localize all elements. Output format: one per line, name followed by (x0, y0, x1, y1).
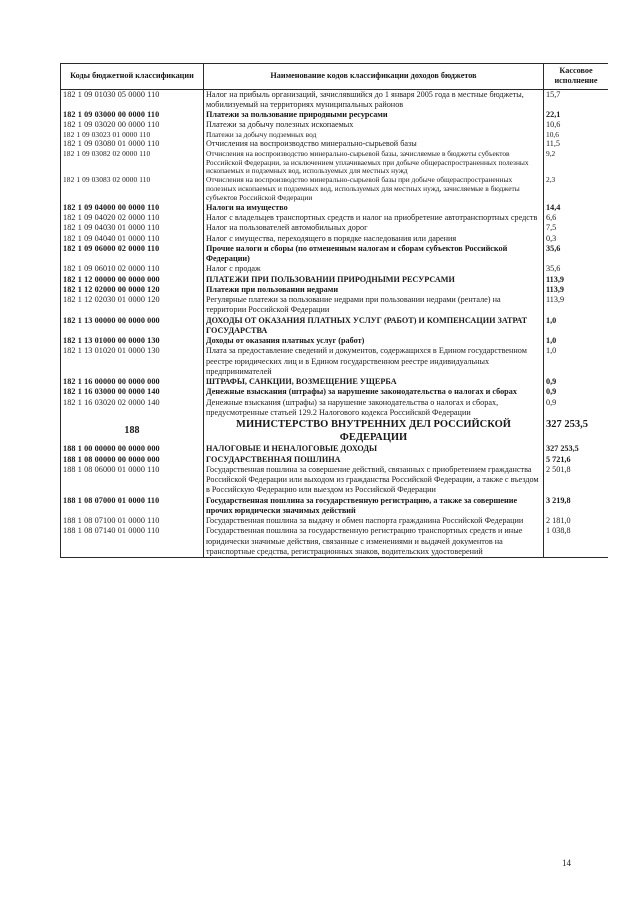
row-code: 188 1 00 00000 00 0000 000 (61, 444, 204, 454)
row-amount: 0,9 (544, 387, 609, 397)
row-code: 182 1 09 04020 02 0000 110 (61, 213, 204, 223)
row-code: 188 1 08 06000 01 0000 110 (61, 465, 204, 496)
row-name: Налог на пользователей автомобильных дорог (204, 223, 544, 233)
row-amount: 2 501,8 (544, 465, 609, 496)
row-code: 182 1 09 04030 01 0000 110 (61, 223, 204, 233)
row-amount: 10,6 (544, 120, 609, 130)
row-name: Регулярные платежи за пользование недрами при пользовании недрами (рентале) на территории Российской Федерации (204, 295, 544, 316)
row-code: 188 1 08 07000 01 0000 110 (61, 496, 204, 517)
row-code: 182 1 09 04000 00 0000 110 (61, 203, 204, 213)
table-row (61, 89, 609, 110)
header-code: Коды бюджетной классификации (61, 64, 204, 90)
row-amount: 113,9 (544, 275, 609, 285)
row-amount: 113,9 (544, 285, 609, 295)
table-row (61, 176, 609, 203)
row-name: Платежи за добычу полезных ископаемых (204, 120, 544, 130)
row-amount: 14,4 (544, 203, 609, 213)
row-name: Денежные взыскания (штрафы) за нарушение законодательства о налогах и сборах (204, 387, 544, 397)
row-code: 182 1 13 01000 00 0000 130 (61, 336, 204, 346)
row-amount: 3 219,8 (544, 496, 609, 517)
row-amount: 327 253,5 (544, 444, 609, 454)
table-row (61, 223, 609, 233)
row-code: 188 1 08 07100 01 0000 110 (61, 516, 204, 526)
row-code: 188 1 08 00000 00 0000 000 (61, 455, 204, 465)
table-row (61, 110, 609, 120)
row-amount: 10,6 (544, 131, 609, 140)
row-code: 182 1 16 00000 00 0000 000 (61, 377, 204, 387)
row-code: 182 1 13 01020 01 0000 130 (61, 346, 204, 377)
row-name: Государственная пошлина за совершение действий, связанных с приобретением гражданства Российской Федерации или выходом из гражданства Российской Федерации, а также с въездом в Российскую Федерацию или выездом из Российской Федерации (204, 465, 544, 496)
table-row (61, 496, 609, 517)
row-amount: 1,0 (544, 346, 609, 377)
row-amount: 1,0 (544, 336, 609, 346)
table-row (61, 516, 609, 526)
row-code: 182 1 09 01030 05 0000 110 (61, 89, 204, 110)
row-name: Платежи за добычу подземных вод (204, 131, 544, 140)
row-code: 182 1 09 03000 00 0000 110 (61, 110, 204, 120)
row-name: ДОХОДЫ ОТ ОКАЗАНИЯ ПЛАТНЫХ УСЛУГ (РАБОТ) И КОМПЕНСАЦИИ ЗАТРАТ ГОСУДАРСТВА (204, 316, 544, 337)
table-row (61, 387, 609, 397)
table-body (61, 89, 609, 558)
row-name: ГОСУДАРСТВЕННАЯ ПОШЛИНА (204, 455, 544, 465)
row-amount: 0,3 (544, 234, 609, 244)
table-row (61, 285, 609, 295)
row-code: 182 1 09 03082 02 0000 110 (61, 150, 204, 177)
document-page (60, 63, 608, 843)
row-amount: 7,5 (544, 223, 609, 233)
table-row (61, 316, 609, 337)
row-name: Государственная пошлина за государственную регистрацию транспортных средств и иные юридически значимые действия, связанные с изменениями и выдачей документов на транспортные средства, регистрационных знаков, водительских удостоверений (204, 526, 544, 557)
row-name: Налог на прибыль организаций, зачислявшийся до 1 января 2005 года в местные бюджеты, мобилизуемый на территориях муниципальных районов (204, 89, 544, 110)
row-amount: 6,6 (544, 213, 609, 223)
row-code: 182 1 09 06000 02 0000 110 (61, 244, 204, 265)
row-name: Государственная пошлина за государственную регистрацию, а также за совершение прочих юридически значимых действий (204, 496, 544, 517)
row-name: Налог с продаж (204, 264, 544, 274)
row-amount: 1,0 (544, 316, 609, 337)
table-row (61, 275, 609, 285)
table-row (61, 150, 609, 177)
page-number: 14 (562, 858, 571, 868)
row-code: 182 1 09 04040 01 0000 110 (61, 234, 204, 244)
row-amount: 0,9 (544, 398, 609, 419)
row-name: Отчисления на воспроизводство минерально-сырьевой базы, зачисляемые в бюджеты субъектов Российской Федерации, за исключением уплачиваемых при добыче общераспространенных полезных ископаемых и подземных вод, используемых для местных нужд (204, 150, 544, 177)
row-code: 182 1 09 03083 02 0000 110 (61, 176, 204, 203)
row-code: 182 1 09 03023 01 0000 110 (61, 131, 204, 140)
table-row (61, 377, 609, 387)
row-name: НАЛОГОВЫЕ И НЕНАЛОГОВЫЕ ДОХОДЫ (204, 444, 544, 454)
row-name: Налоги на имущество (204, 203, 544, 213)
row-name: Налог с имущества, переходящего в порядке наследования или дарения (204, 234, 544, 244)
table-row (61, 336, 609, 346)
row-name: Отчисления на воспроизводство минерально-сырьевой базы (204, 139, 544, 149)
table-row (61, 526, 609, 557)
table-row (61, 295, 609, 316)
table-row (61, 455, 609, 465)
row-code: 182 1 13 00000 00 0000 000 (61, 316, 204, 337)
table-row (61, 264, 609, 274)
row-amount: 9,2 (544, 150, 609, 177)
row-name: МИНИСТЕРСТВО ВНУТРЕННИХ ДЕЛ РОССИЙСКОЙ ФЕДЕРАЦИИ (204, 418, 544, 444)
row-name: Плата за предоставление сведений и документов, содержащихся в Едином государственном реестре юридических лиц и в Едином государственном реестре индивидуальных предпринимателей (204, 346, 544, 377)
table-row (61, 418, 609, 444)
row-amount: 0,9 (544, 377, 609, 387)
row-amount: 5 721,6 (544, 455, 609, 465)
row-code: 182 1 12 02030 01 0000 120 (61, 295, 204, 316)
header-amount: Кассовое исполнение (544, 64, 609, 90)
row-name: Доходы от оказания платных услуг (работ) (204, 336, 544, 346)
row-code: 182 1 16 03020 02 0000 140 (61, 398, 204, 419)
row-amount: 11,5 (544, 139, 609, 149)
row-amount: 15,7 (544, 89, 609, 110)
row-code: 182 1 09 06010 02 0000 110 (61, 264, 204, 274)
row-amount: 327 253,5 (544, 418, 609, 444)
table-row (61, 465, 609, 496)
row-amount: 35,6 (544, 264, 609, 274)
table-row (61, 203, 609, 213)
row-name: Платежи при пользовании недрами (204, 285, 544, 295)
row-name: Отчисления на воспроизводство минерально-сырьевой базы при добыче общераспространенных полезных ископаемых и подземных вод, используемых для местных нужд, зачисляемые в бюджеты субъектов Российской Федерации (204, 176, 544, 203)
row-code: 182 1 12 02000 00 0000 120 (61, 285, 204, 295)
row-amount: 113,9 (544, 295, 609, 316)
header-name: Наименование кодов классификации доходов бюджетов (204, 64, 544, 90)
row-name: Денежные взыскания (штрафы) за нарушение законодательства о налогах и сборах, предусмотренные статьей 129.2 Налогового кодекса Российской Федерации (204, 398, 544, 419)
row-amount: 2 181,0 (544, 516, 609, 526)
table-row (61, 120, 609, 130)
row-code: 182 1 12 00000 00 0000 000 (61, 275, 204, 285)
row-name: Платежи за пользование природными ресурсами (204, 110, 544, 120)
table-row (61, 244, 609, 265)
table-row (61, 131, 609, 140)
row-code: 182 1 16 03000 00 0000 140 (61, 387, 204, 397)
revenue-table (60, 63, 608, 558)
row-amount: 2,3 (544, 176, 609, 203)
row-amount: 22,1 (544, 110, 609, 120)
table-row (61, 234, 609, 244)
row-code: 182 1 09 03020 00 0000 110 (61, 120, 204, 130)
table-header-row (61, 64, 609, 90)
row-name: Государственная пошлина за выдачу и обмен паспорта гражданина Российской Федерации (204, 516, 544, 526)
row-code: 182 1 09 03080 01 0000 110 (61, 139, 204, 149)
table-row (61, 444, 609, 454)
row-name: Прочие налоги и сборы (по отмененным налогам и сборам субъектов Российской Федерации) (204, 244, 544, 265)
row-name: ШТРАФЫ, САНКЦИИ, ВОЗМЕЩЕНИЕ УЩЕРБА (204, 377, 544, 387)
table-row (61, 398, 609, 419)
row-code: 188 (61, 418, 204, 444)
row-name: Налог с владельцев транспортных средств и налог на приобретение автотранспортных средств (204, 213, 544, 223)
row-code: 188 1 08 07140 01 0000 110 (61, 526, 204, 557)
row-amount: 35,6 (544, 244, 609, 265)
row-name: ПЛАТЕЖИ ПРИ ПОЛЬЗОВАНИИ ПРИРОДНЫМИ РЕСУРСАМИ (204, 275, 544, 285)
row-amount: 1 038,8 (544, 526, 609, 557)
table-row (61, 346, 609, 377)
table-row (61, 213, 609, 223)
